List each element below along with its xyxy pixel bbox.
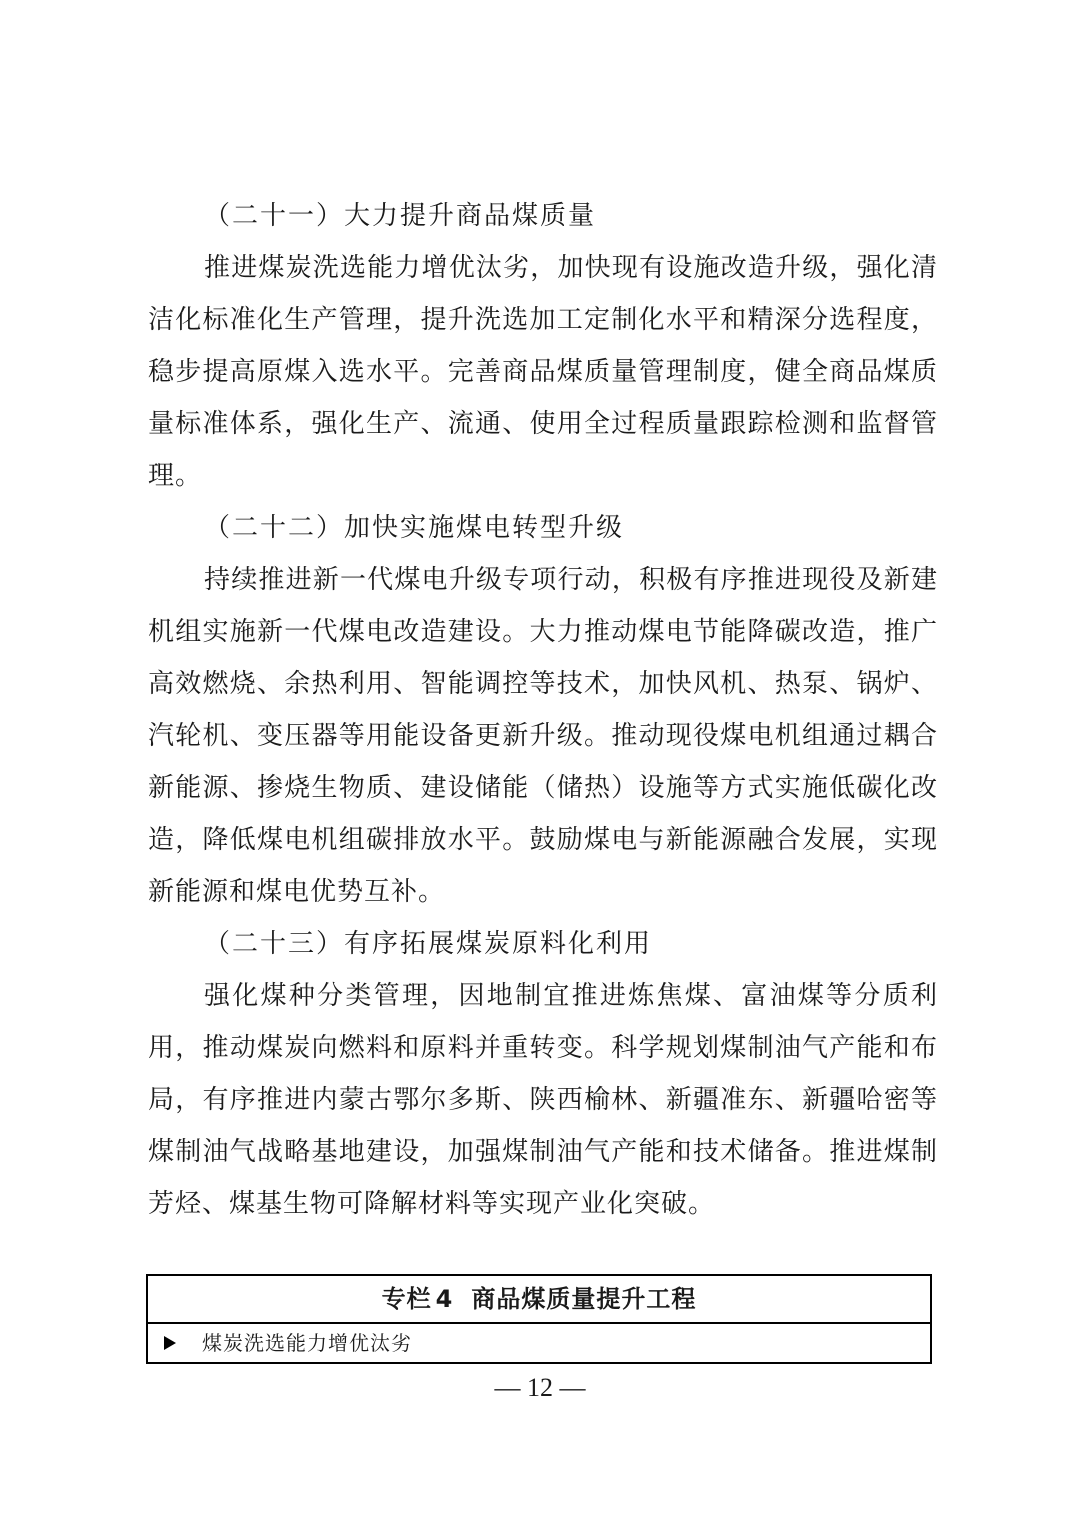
section-heading-21: （二十一）大力提升商品煤质量 [204, 201, 597, 231]
column-box-title [148, 1276, 930, 1324]
column-box-number: 4 [435, 1285, 454, 1313]
column-box-title-text: 商品煤质量提升工程 [471, 1285, 697, 1313]
list-item-text: 煤炭洗选能力增优汰劣 [202, 1331, 412, 1355]
page-number: — 12 — [494, 1373, 586, 1402]
arrow-bullet-icon [164, 1336, 176, 1350]
section-heading-23: （二十三）有序拓展煤炭原料化利用 [204, 929, 653, 959]
list-item [148, 1324, 930, 1362]
section-paragraph-21: 推进煤炭洗选能力增优汰劣，加快现有设施改造升级，强化清洁化标准化生产管理，提升洗选加工定制化水平和精深分选程度，稳步提高原煤入选水平。完善商品煤质量管理制度，健全商品煤质量标准体系，强化生产、流通、使用全过程质量跟踪检测和监督管理。 [148, 253, 938, 491]
section-paragraph-23: 强化煤种分类管理，因地制宜推进炼焦煤、富油煤等分质利用，推动煤炭向燃料和原料并重转变。科学规划煤制油气产能和布局，有序推进内蒙古鄂尔多斯、陕西榆林、新疆准东、新疆哈密等煤制油气战略基地建设，加强煤制油气产能和技术储备。推进煤制芳烃、煤基生物可降解材料等实现产业化突破。 [148, 981, 938, 1219]
section-heading-22: （二十二）加快实施煤电转型升级 [204, 513, 625, 543]
column-box-prefix: 专栏 [381, 1285, 432, 1313]
section-paragraph-22: 持续推进新一代煤电升级专项行动，积极有序推进现役及新建机组实施新一代煤电改造建设。大力推动煤电节能降碳改造，推广高效燃烧、余热利用、智能调控等技术，加快风机、热泵、锅炉、汽轮机、变压器等用能设备更新升级。推动现役煤电机组通过耦合新能源、掺烧生物质、建设储能（储热）设施等方式实施低碳化改造，降低煤电机组碳排放水平。鼓励煤电与新能源融合发展，实现新能源和煤电优势互补。 [148, 565, 938, 907]
document-body [148, 190, 938, 1230]
column-box [146, 1274, 932, 1364]
